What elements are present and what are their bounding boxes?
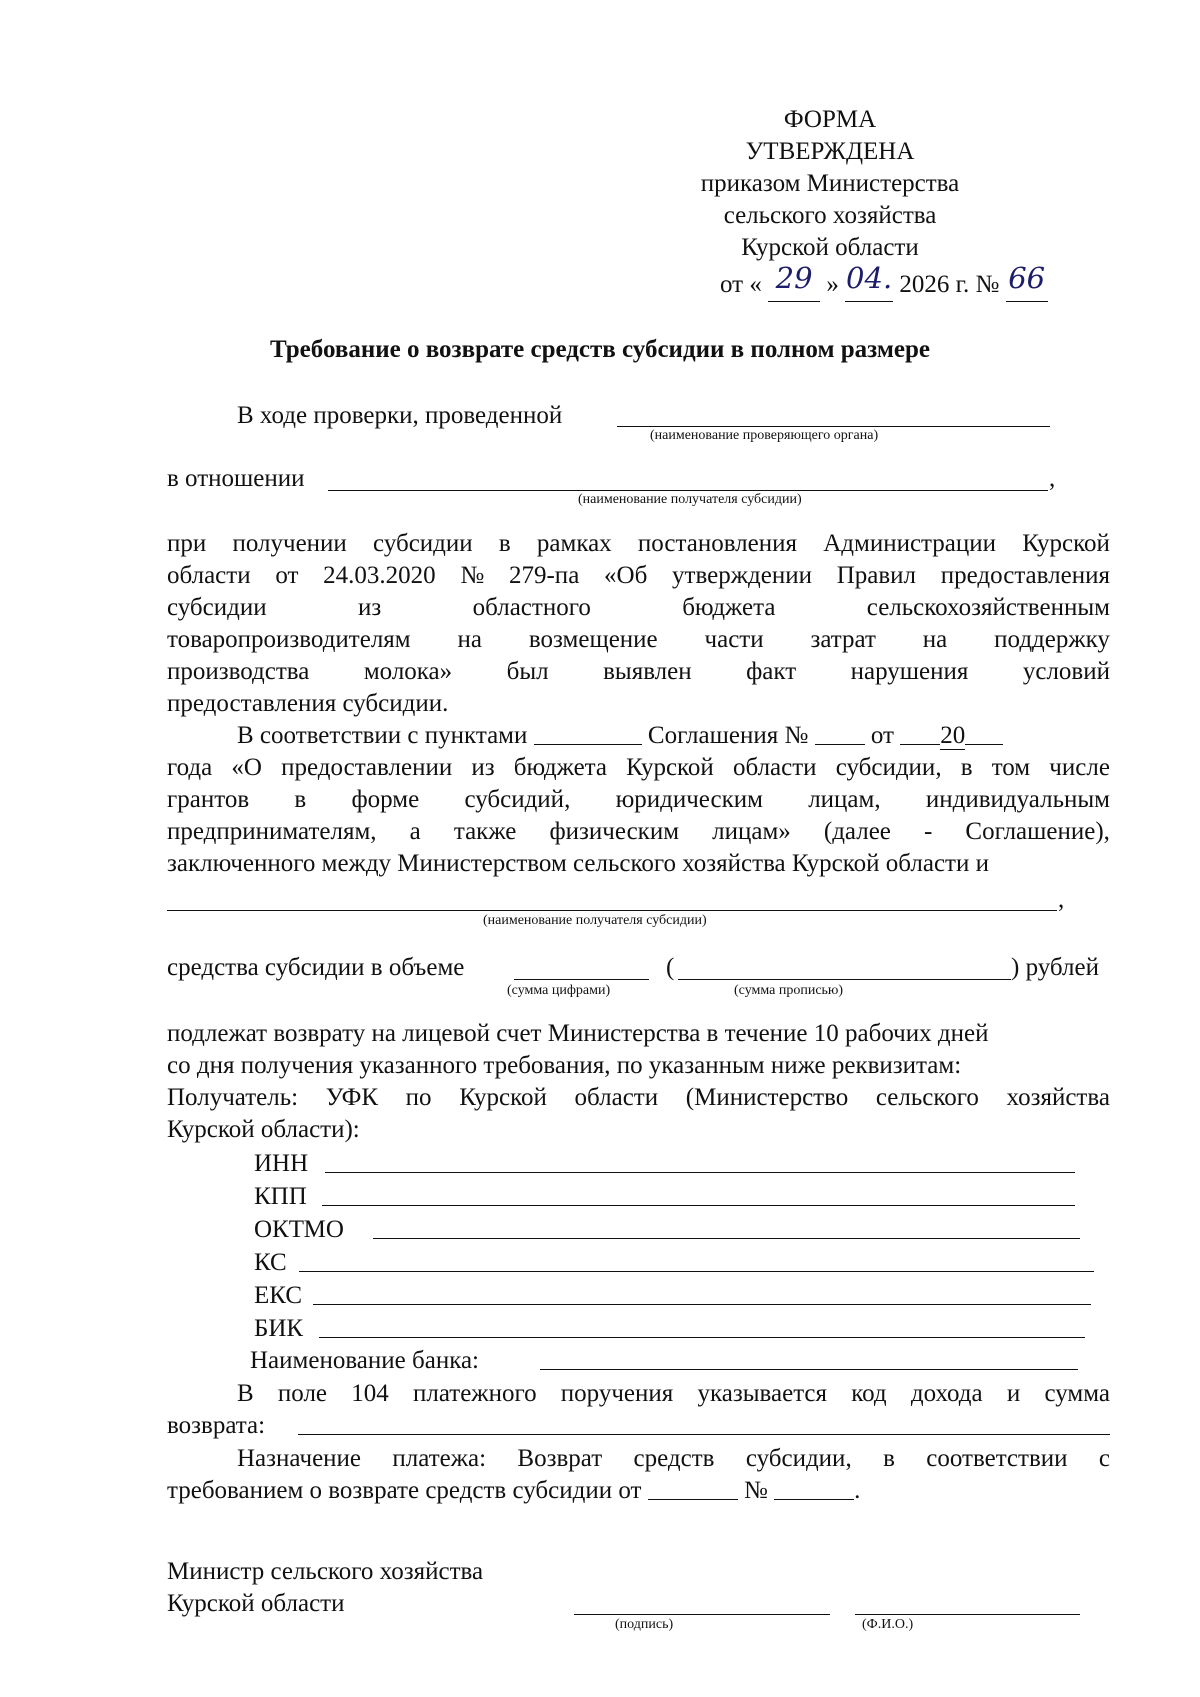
header-date-line	[720, 261, 1048, 302]
para2-last-line: заключенного между Министерством сельского хозяйства Курской области и	[167, 850, 989, 877]
amount-open-paren: (	[666, 954, 675, 981]
recipient2-blank	[167, 910, 1057, 911]
recipient-caption: (наименование получателя субсидии)	[578, 492, 802, 507]
header-line-ministry: сельского хозяйства	[723, 202, 937, 229]
recipient-blank	[328, 490, 1048, 491]
requisite-inn-label: ИНН	[254, 1150, 309, 1177]
field104-line-1: В поле 104 платежного поручения указывается код дохода и сумма	[237, 1380, 1110, 1407]
purpose-line-2: требованием о возврате средств субсидии от № .	[167, 1477, 861, 1504]
requisite-bik-blank	[319, 1337, 1085, 1338]
amount-digits-blank	[514, 979, 649, 980]
date-prefix: от «	[720, 271, 762, 298]
requisite-ks-label: КС	[254, 1249, 287, 1276]
amount-digits-caption: (сумма цифрами)	[507, 983, 611, 998]
inspection-blank	[617, 426, 1050, 427]
header-line-approved: УТВЕРЖДЕНА	[745, 138, 915, 165]
para1-last-line: предоставления субсидии.	[167, 690, 449, 717]
requisite-bik-label: БИК	[254, 1315, 304, 1342]
para2-line-2: года «О предоставлении из бюджета Курской области субсидии, в том числе	[167, 754, 1110, 781]
document-title: Требование о возврате средств субсидии в полном размере	[270, 336, 930, 363]
para1-line-3: субсидии из областного бюджета сельскохозяйственным	[167, 594, 1110, 621]
inspection-caption: (наименование проверяющего органа)	[650, 428, 879, 443]
requisite-oktmo-label: ОКТМО	[254, 1216, 344, 1243]
inspection-label: В ходе проверки, проведенной	[237, 402, 563, 429]
recipient2-comma: ,	[1058, 886, 1065, 913]
amount-words-blank	[678, 979, 1011, 980]
requisite-inn-blank	[325, 1172, 1075, 1173]
requisite-ks-blank	[299, 1271, 1094, 1272]
recipient-label: в отношении	[167, 465, 305, 492]
para1-line-5: производства молока» был выявлен факт нарушения условий	[167, 658, 1110, 685]
signature-blank	[574, 1614, 830, 1615]
requisite-eks-label: ЕКС	[254, 1282, 302, 1309]
signature-caption: (подпись)	[615, 1617, 674, 1632]
bank-name-blank	[540, 1369, 1078, 1370]
para2-first-line: В соответствии с пунктами Соглашения № от 20	[237, 720, 1003, 752]
para1-line-1: при получении субсидии в рамках постановления Администрации Курской	[167, 530, 1110, 557]
date-day-handwritten: 29	[775, 261, 813, 295]
requisite-oktmo-blank	[373, 1238, 1080, 1239]
para3-line-2: со дня получения указанного требования, по указанным ниже реквизитам:	[167, 1052, 962, 1079]
para3-line-3: Получатель: УФК по Курской области (Министерство сельского хозяйства	[167, 1084, 1110, 1111]
fio-blank	[855, 1614, 1080, 1615]
signatory-title-line-1: Министр сельского хозяйства	[167, 1558, 484, 1585]
amount-close: ) рублей	[1011, 954, 1099, 981]
amount-label: средства субсидии в объеме	[167, 954, 465, 981]
bank-name-label: Наименование банка:	[250, 1347, 480, 1374]
date-month-handwritten: 04.	[846, 261, 893, 295]
fio-caption: (Ф.И.О.)	[862, 1617, 914, 1632]
para3-line-4: Курской области):	[167, 1116, 360, 1143]
date-mid: »	[826, 271, 839, 298]
approval-header	[690, 104, 970, 264]
para2-line-4: предпринимателям, а также физическим лицам» (далее - Соглашение),	[167, 818, 1110, 845]
header-line-order: приказом Министерства	[700, 170, 960, 197]
recipient2-caption: (наименование получателя субсидии)	[483, 913, 707, 928]
header-line-form: ФОРМА	[783, 106, 877, 133]
purpose-line-1: Назначение платежа: Возврат средств субсидии, в соответствии с	[237, 1445, 1110, 1472]
date-year: 2026 г. №	[899, 271, 1000, 298]
para2-line-3: грантов в форме субсидий, юридическим лицам, индивидуальным	[167, 786, 1110, 813]
requisite-eks-blank	[313, 1304, 1091, 1305]
requisite-kpp-blank	[322, 1205, 1075, 1206]
header-line-region: Курской области	[741, 234, 919, 261]
field104-line-2: возврата:	[167, 1412, 266, 1439]
para3-line-1: подлежат возврату на лицевой счет Министерства в течение 10 рабочих дней	[167, 1020, 989, 1047]
signatory-title-line-2: Курской области	[167, 1590, 345, 1617]
field104-blank	[298, 1434, 1110, 1435]
order-number-handwritten: 66	[1008, 261, 1046, 295]
amount-words-caption: (сумма прописью)	[734, 983, 844, 998]
para1-line-2: области от 24.03.2020 № 279-па «Об утверждении Правил предоставления	[167, 562, 1110, 589]
requisite-kpp-label: КПП	[254, 1183, 307, 1210]
recipient-comma: ,	[1049, 465, 1056, 492]
para1-line-4: товаропроизводителям на возмещение части затрат на поддержку	[167, 626, 1110, 653]
